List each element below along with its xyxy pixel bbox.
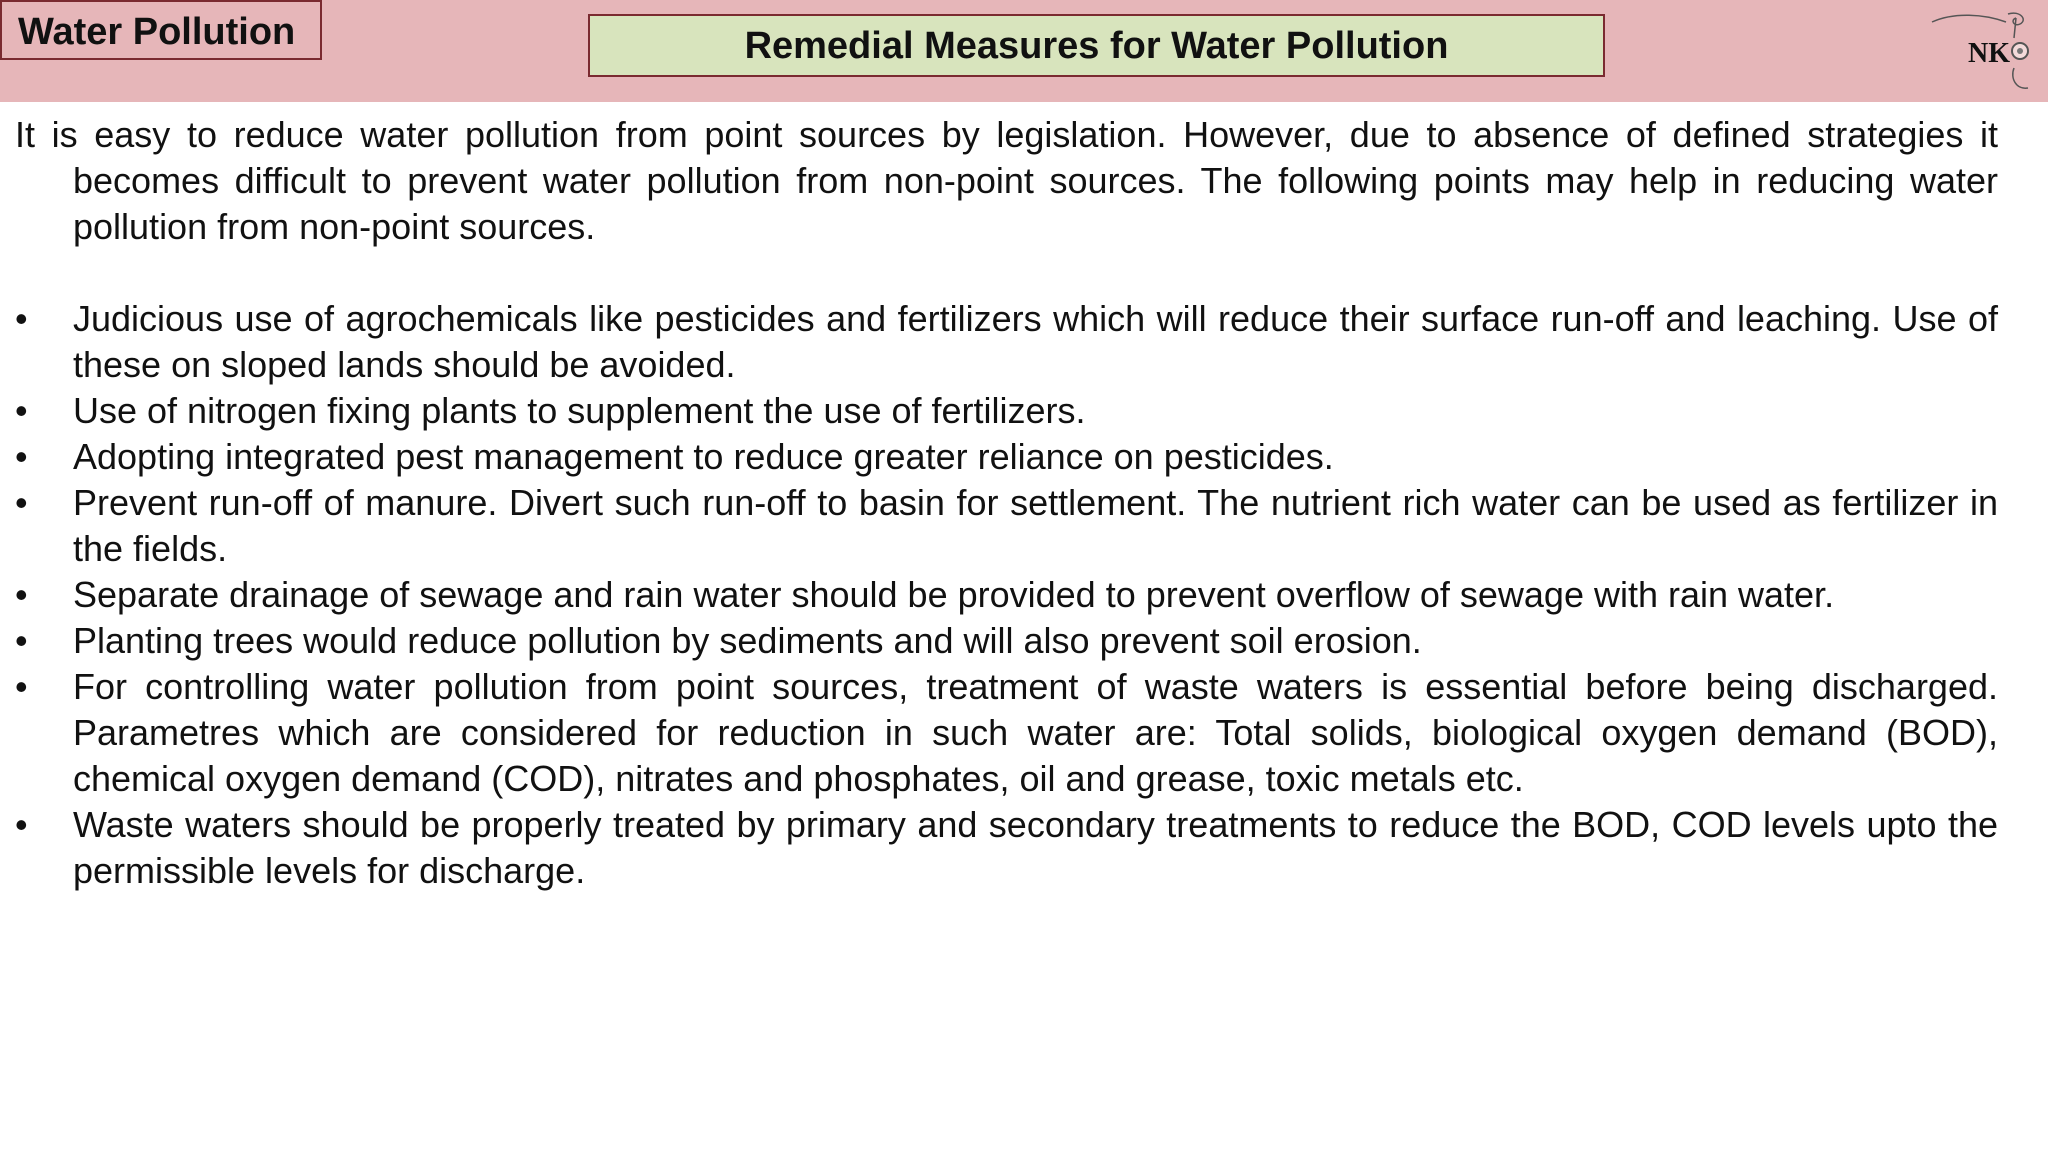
list-item: [15, 296, 1998, 388]
list-item-text: Separate drainage of sewage and rain water should be provided to prevent overflow of sewage with rain water.: [73, 574, 1835, 615]
list-item-text: Prevent run-off of manure. Divert such run-off to basin for settlement. The nutrient rich water can be used as fertilizer in the fields.: [73, 482, 1998, 569]
bullet-icon: •: [15, 436, 28, 477]
bullet-icon: •: [15, 804, 28, 845]
bullet-icon: •: [15, 620, 28, 661]
topic-label: Water Pollution: [0, 0, 322, 60]
bullet-icon: •: [15, 298, 28, 339]
list-item-text: For controlling water pollution from point sources, treatment of waste waters is essential before being discharged. Parametres which are considered for reduction in such water are: Total solids, biological oxygen demand (BOD), chemical oxygen demand (COD), nitrates and phosphates, oil and grease, toxic metals etc.: [73, 666, 1998, 799]
remedial-points-list: [15, 296, 1998, 894]
slide-body: [15, 112, 1998, 894]
bullet-icon: •: [15, 574, 28, 615]
list-item-text: Planting trees would reduce pollution by sediments and will also prevent soil erosion.: [73, 620, 1422, 661]
nk-logo: [1924, 8, 2034, 94]
list-item: [15, 618, 1998, 664]
slide-title: Remedial Measures for Water Pollution: [588, 14, 1605, 77]
list-item: [15, 434, 1998, 480]
bullet-icon: •: [15, 482, 28, 523]
list-item-text: Use of nitrogen fixing plants to supplement the use of fertilizers.: [73, 390, 1086, 431]
list-item: [15, 480, 1998, 572]
bullet-icon: •: [15, 666, 28, 707]
list-item: [15, 802, 1998, 894]
list-item: [15, 572, 1998, 618]
intro-paragraph: It is easy to reduce water pollution from point sources by legislation. However, due to absence of defined strategies it becomes difficult to prevent water pollution from non-point sources. The following points may help in reducing water pollution from non-point sources.: [15, 114, 1998, 247]
list-item-text: Judicious use of agrochemicals like pesticides and fertilizers which will reduce their surface run-off and leaching. Use of these on sloped lands should be avoided.: [73, 298, 1998, 385]
list-item: [15, 388, 1998, 434]
logo-text: NK: [1968, 38, 2010, 69]
bullet-icon: •: [15, 390, 28, 431]
list-item-text: Waste waters should be properly treated by primary and secondary treatments to reduce the BOD, COD levels upto the permissible levels for discharge.: [73, 804, 1998, 891]
list-item: [15, 664, 1998, 802]
list-item-text: Adopting integrated pest management to reduce greater reliance on pesticides.: [73, 436, 1334, 477]
